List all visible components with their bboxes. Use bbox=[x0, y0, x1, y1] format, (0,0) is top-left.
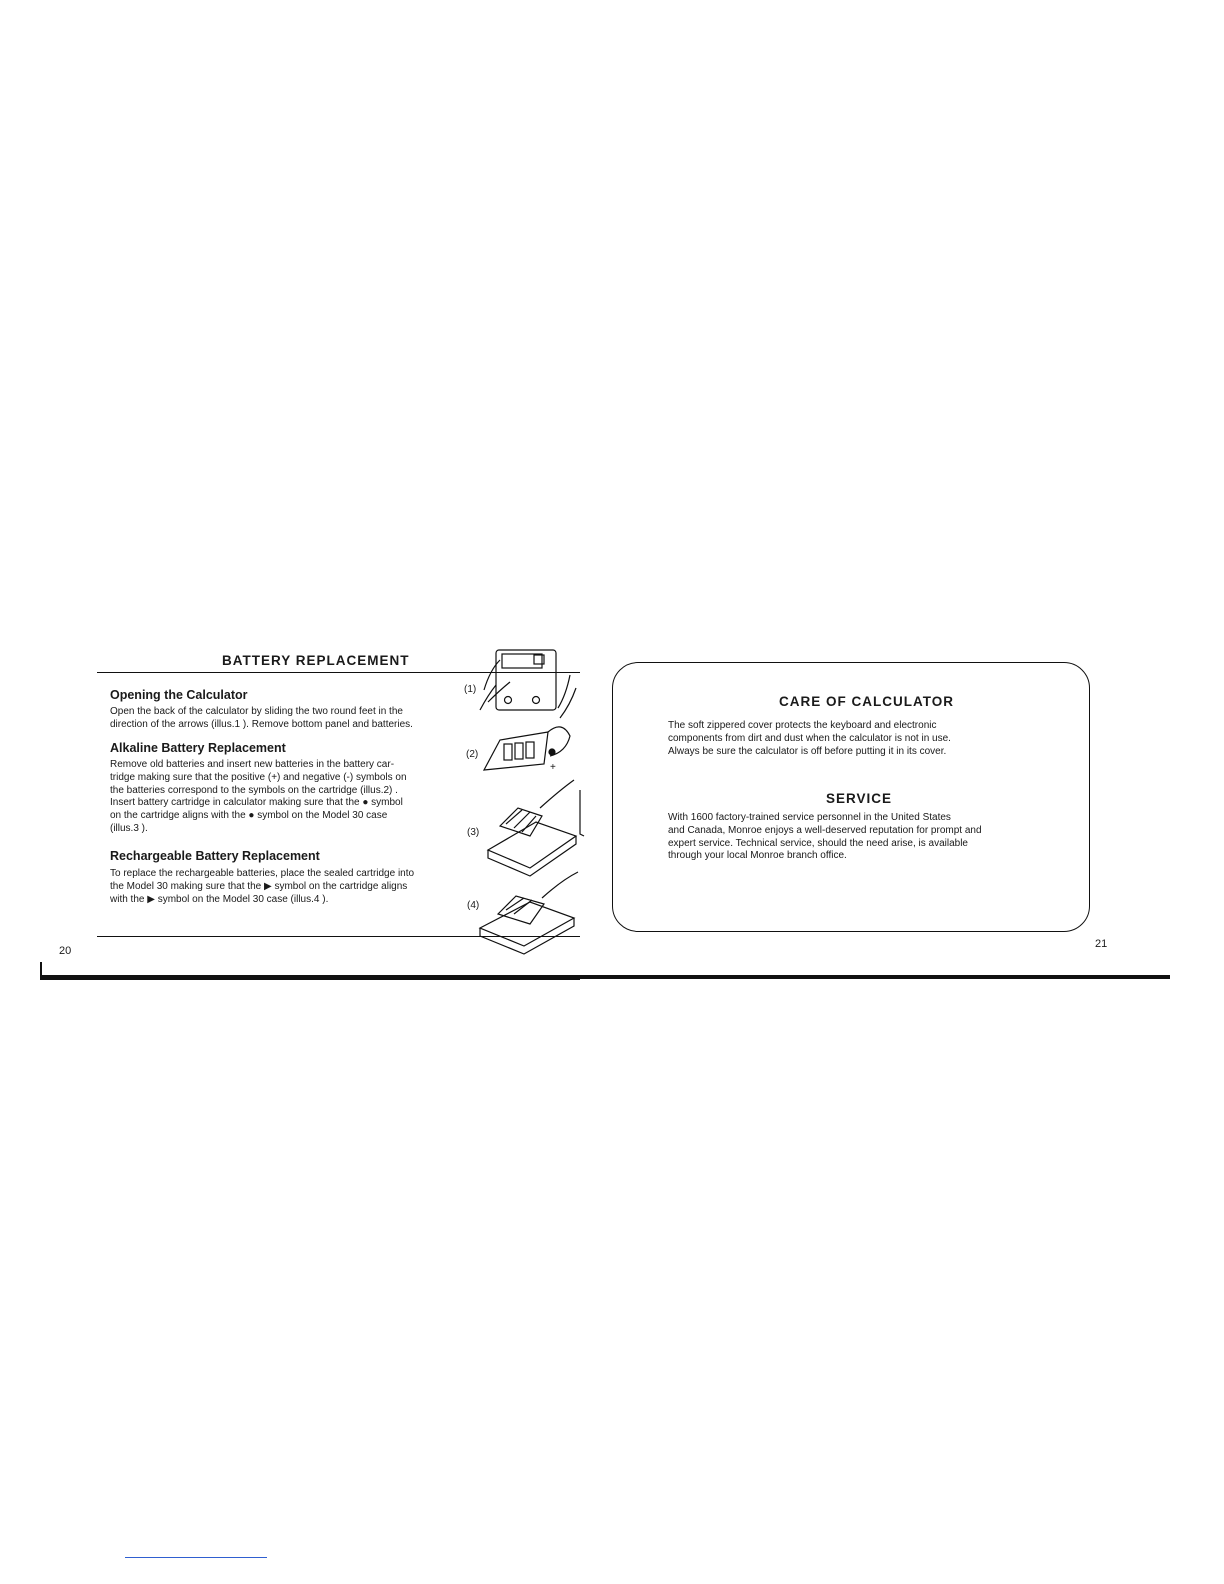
scan-artifact-line bbox=[125, 1557, 267, 1558]
rechargeable-text: To replace the rechargeable batteries, place the sealed cartridge into the Model 30 making sure that the ▶ symbol on the cartridge aligns with the ▶ symbol on the Model 30 case (illus.4 ). bbox=[110, 868, 415, 905]
battery-replacement-title: BATTERY REPLACEMENT bbox=[222, 653, 410, 668]
illustration-2-battery-cartridge bbox=[484, 727, 570, 773]
heading-rechargeable: Rechargeable Battery Replacement bbox=[110, 849, 320, 863]
care-text: The soft zippered cover protects the keyboard and electronic components from dirt and dust when the calculator is not in use. Always be sure the calculator is off before putting it in its cover. bbox=[668, 720, 951, 757]
page-number-left: 20 bbox=[59, 945, 72, 957]
page-number-right: 21 bbox=[1095, 938, 1108, 950]
care-title: CARE OF CALCULATOR bbox=[779, 694, 954, 709]
service-text: With 1600 factory-trained service personnel in the United States and Canada, Monroe enjoys a well-deserved reputation for prompt and expert service. Technical service, should the need arise, is available through your local Monroe branch office. bbox=[668, 812, 982, 862]
heading-alkaline: Alkaline Battery Replacement bbox=[110, 741, 286, 755]
heading-opening: Opening the Calculator bbox=[110, 688, 248, 702]
page-edge-left bbox=[40, 975, 580, 980]
service-title: SERVICE bbox=[826, 791, 893, 806]
illustration-3-insert-cartridge bbox=[488, 780, 584, 876]
page-edge-right bbox=[580, 975, 1170, 979]
opening-text: Open the back of the calculator by sliding the two round feet in the direction of the arrows (illus.1 ). Remove bottom panel and batteries. bbox=[110, 706, 413, 730]
figure-label-1: (1) bbox=[464, 684, 477, 695]
svg-text:+: + bbox=[550, 762, 556, 773]
figure-label-2: (2) bbox=[466, 749, 479, 760]
battery-illustrations bbox=[470, 640, 590, 960]
figure-label-4: (4) bbox=[467, 900, 480, 911]
alkaline-text: Remove old batteries and insert new batteries in the battery car- tridge making sure that the positive (+) and negative (-) symbols on the batteries correspond to the symbols on the cartridge (illus.2) . Insert battery cartridge in calculator making sure that the ● symbol on the cartridge aligns with the ● symbol on the Model 30 case (illus.3 ). bbox=[110, 759, 407, 834]
figure-label-3: (3) bbox=[467, 827, 480, 838]
page-corner-left bbox=[40, 962, 42, 978]
illustration-4-rechargeable-cartridge bbox=[480, 872, 578, 954]
bottom-rule bbox=[97, 936, 580, 937]
illustration-1-calculator-in-hands bbox=[480, 650, 576, 718]
